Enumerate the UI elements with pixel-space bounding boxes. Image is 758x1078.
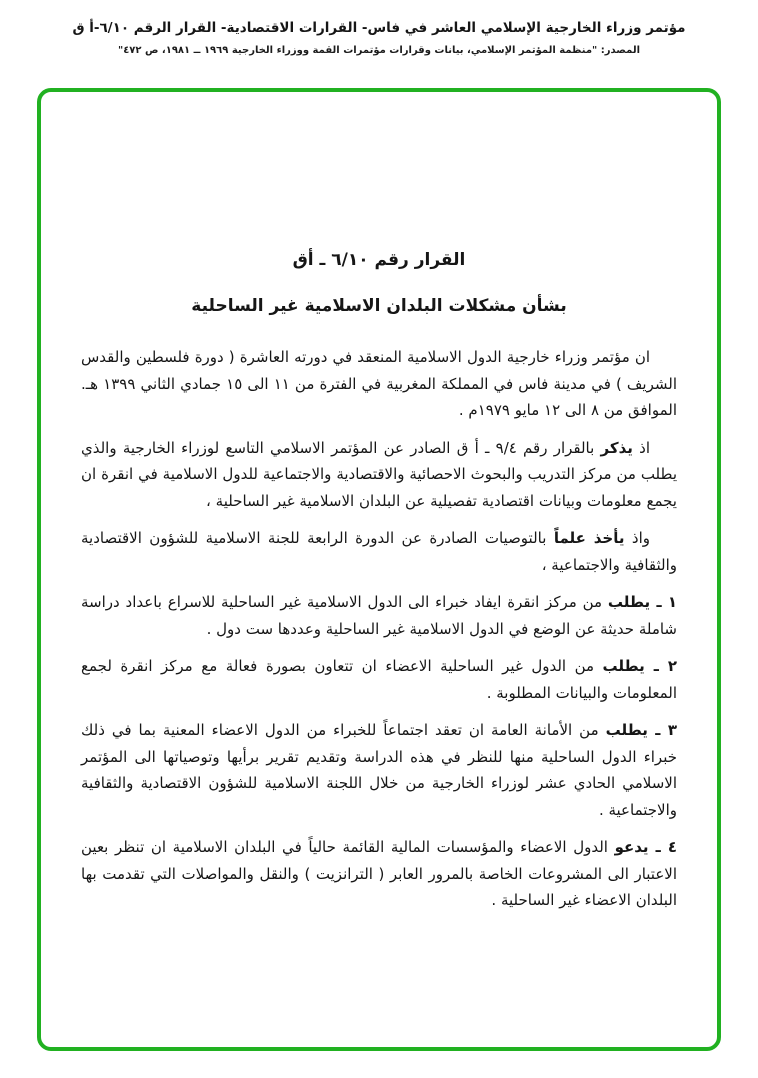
document-frame-border [37, 88, 721, 1051]
document-body [41, 92, 717, 914]
paragraph-text: بالقرار رقم ٩/٤ ـ أ ق الصادر عن المؤتمر الاسلامي التاسع لوزراء الخارجية والذي يطلب من مركز التدريب والبحوث الاحصائية والاقتصادية والاجتماعية للدول الاسلامية في انقرة ان يجمع معلومات وبيانات اقتصادية تفصيلية عن البلدان الاسلامية غير الساحلية ، [81, 438, 677, 510]
paragraph-verb: يدعو [614, 838, 649, 856]
resolution-number-title: القرار رقم ٦/١٠ ـ أق [292, 250, 466, 270]
operative-paragraph-4 [81, 834, 677, 914]
paragraph-text: ان مؤتمر وزراء خارجية الدول الاسلامية المنعقد في دورته العاشرة ( دورة فلسطين والقدس الشريف ) في مدينة فاس في المملكة المغربية في الفترة من ١١ الى ١٥ جمادي الثاني ١٣٩٩ هـ. الموافق من ٨ الى ١٢ مايو ١٩٧٩م . [81, 348, 677, 419]
operative-paragraph-3 [81, 717, 677, 823]
preamble-paragraph-2 [81, 435, 677, 515]
resolution-content [81, 344, 677, 914]
paragraph-text: من الدول غير الساحلية الاعضاء ان تتعاون بصورة فعالة مع مركز انقرة لجمع المعلومات والبيانات المطلوبة . [81, 657, 677, 702]
header-source: المصدر: "منظمة المؤتمر الإسلامي، بيانات وقرارات مؤتمرات القمة ووزراء الخارجية ١٩٦٩ ــ ١٩٨١، ص ٤٧٢" [117, 45, 641, 56]
operative-paragraph-1 [81, 589, 677, 642]
header-title: مؤتمر وزراء الخارجية الإسلامي العاشر في فاس- القرارات الاقتصادية- القرار الرقم ٦/١٠-أ ق [72, 20, 686, 36]
paragraph-text: الدول الاعضاء والمؤسسات المالية القائمة حالياً في البلدان الاسلامية ان تنظر بعين الاعتبار الى المشروعات الخاصة بالمرور العابر ( الترانزيت ) والنقل والمواصلات التي تقدمت بها البلدان الاعضاء غير الساحلية . [81, 838, 677, 909]
resolution-subject-title: بشأن مشكلات البلدان الاسلامية غير الساحلية [191, 296, 567, 316]
preamble-paragraph-3 [81, 525, 677, 578]
paragraph-text: بالتوصيات الصادرة عن الدورة الرابعة للجنة الاسلامية للشؤون الاقتصادية والثقافية والاجتماعية ، [81, 529, 677, 574]
document-header [0, 0, 758, 56]
paragraph-text: من الأمانة العامة ان تعقد اجتماعاً للخبراء من الدول الاعضاء المعنية بما في ذلك خبراء الدول الساحلية منها للنظر في هذه الدراسة وتقديم تقرير برأيها وتوصياتها الى المؤتمر الاسلامي الحادي عشر لوزراء الخارجية من خلال اللجنة الاسلامية للشؤون الاقتصادية والثقافية والاجتماعية . [81, 721, 677, 819]
paragraph-verb: يأخذ علماً [553, 529, 625, 547]
preamble-paragraph-1 [81, 344, 677, 424]
paragraph-verb: يطلب [602, 657, 645, 675]
paragraph-verb: يطلب [605, 721, 648, 739]
operative-paragraph-2 [81, 653, 677, 706]
item-number: ٤ ـ [648, 838, 677, 856]
item-number: ٢ ـ [644, 657, 678, 675]
item-number: ١ ـ [650, 593, 677, 611]
paragraph-pre: واذ [624, 529, 650, 547]
paragraph-text: من مركز انقرة ايفاد خبراء الى الدول الاسلامية غير الساحلية للاسراع باعداد دراسة شاملة حديثة عن الوضع في الدول الاسلامية غير الساحلية وعددها ست دول . [81, 593, 677, 638]
paragraph-pre: اذ [632, 438, 650, 457]
paragraph-verb: يذكر [600, 438, 633, 457]
item-number: ٣ ـ [647, 721, 677, 739]
paragraph-verb: يطلب [607, 593, 651, 611]
